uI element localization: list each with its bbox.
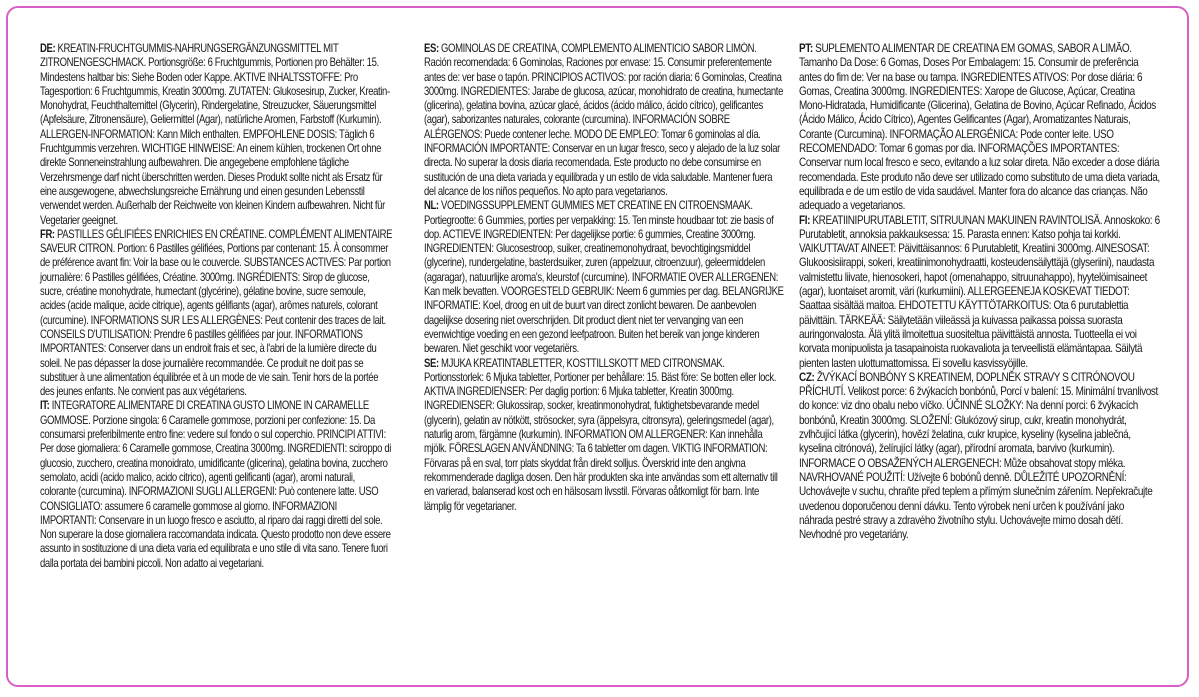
section-text: MJUKA KREATINTABLETTER, KOSTTILLSKOTT MED CITRONSMAK. Portionsstorlek: 6 Mjuka tabletter, Portioner per behållare: 15. Bäst före: Se botten eller lock. AKTIVA INGREDIENSER: Per daglig portion: 6 Mjuka tabletter, Kreatin 3000mg. INGREDIENSER: Glukossirap, socker, kreatinmonohydrat, fuktighetsbevarande medel (glycerin), gelatin av nötkött, strösocker, syra (äppelsyra, citronsyra), geleringsmedel (agar), naturlig arom, färgämne (kurkumin). INFORMATION OM ALLERGENER: Kan innehålla mjölk. FÖRESLAGEN ANVÄNDNING: Ta 6 tabletter om dagen. VIKTIG INFORMATION: Förvaras på en sval, torr plats skyddat från direkt solljus. Överskrid inte den angivna rekommenderade dagliga dosen. Den här produkten ska inte användas som ett alternativ till en varierad, balanserad kost och en hälsosam livsstil. Förvaras oåtkomligt för barn. Inte lämplig för vegetarianer. — [424, 356, 778, 513]
section-text: INTEGRATORE ALIMENTARE DI CREATINA GUSTO LIMONE IN CARAMELLE GOMMOSE. Porzione singola: 6 Caramelle gommose, porzioni per confezione: 15. Da consumarsi preferibilmente entro fine: vedere sul fondo o sul coperchio. PRINCIPI ATTIVI: Per dose giornaliera: 6 Caramelle gommose, Creatina 3000mg. INGREDIENTI: sciroppo di glucosio, zucchero, creatina monoidrato, umidificante (glicerina), gelatina bovina, zucchero semolato, acidi (acido malico, acido citrico), agenti gelificanti (agar), aromi naturali, colorante (curcumina). INFORMAZIONI SUGLI ALLERGENI: Può contenere latte. USO CONSIGLIATO: assumere 6 caramelle gommose al giorno. INFORMAZIONI IMPORTANTI: Conservare in un luogo fresco e asciutto, al riparo dai raggi diretti del sole. Non superare la dose giornaliera raccomandata indicata. Questo prodotto non deve essere assunto in sostituzione di una dieta varia ed equilibrata e uno stile di vita sano. Tenere fuori dalla portata dei bambini piccoli. Non adatto ai vegetariani. — [40, 399, 392, 570]
language-code: SE: — [424, 356, 439, 370]
section-fr — [40, 228, 393, 400]
column-middle — [424, 42, 785, 514]
section-it — [40, 399, 393, 571]
language-code: CZ: — [799, 370, 815, 384]
section-pt — [799, 42, 1160, 214]
section-text: VOEDINGSSUPPLEMENT GUMMIES MET CREATINE EN CITROENSMAAK. Portiegrootte: 6 Gummies, porties per verpakking: 15. Ten minste houdbaar tot: zie basis of dop. ACTIEVE INGREDIENTEN: Per dagelijkse portie: 6 gummies, Creatine 3000mg. INGREDIENTEN: Glucosestroop, suiker, creatinemonohydraat, bevochtigingsmiddel (glycerine), rundergelatine, basterdsuiker, zuren (appelzuur, citroenzuur), geleermiddelen (agaragar), natuurlijke aroma's, kleurstof (curcumine). INFORMATIE OVER ALLERGENEN: Kan melk bevatten. VOORGESTELD GEBRUIK: Neem 6 gummies per dag. BELANGRIJKE INFORMATIE: Koel, droog en uit de buurt van direct zonlicht bewaren. De aanbevolen dagelijkse dosering niet overschrijden. Dit product dient niet ter vervanging van een evenwichtige voeding en een gezond leefpatroon. Buiten het bereik van jonge kinderen bewaren. Niet geschikt voor vegetariërs. — [424, 199, 784, 356]
section-text: SUPLEMENTO ALIMENTAR DE CREATINA EM GOMAS, SABOR A LIMÃO. Tamanho Da Dose: 6 Gomas, Doses Por Embalagem: 15. Consumir de preferência antes do fim de: Ver na base ou tampa. INGREDIENTES ATIVOS: Por dose diária: 6 Gomas, Creatina 3000mg. INGREDIENTES: Xarope de Glucose, Açúcar, Creatina Mono-Hidratada, Humidificante (Glicerina), Gelatina de Bovino, Açúcar Refinado, Ácidos (Ácido Málico, Ácido Cítrico), Agentes Gelificantes (Agar), Aromatizantes Naturais, Corante (Curcumina). INFORMAÇÃO ALERGÉNICA: Pode conter leite. USO RECOMENDADO: Tomar 6 gomas por dia. INFORMAÇÕES IMPORTANTES: Conservar num local fresco e seco, evitando a luz solar direta. Não exceder a dose diária recomendada. Este produto não deve ser utilizado como substituto de uma dieta variada, equilibrada e de um estilo de vida saudável. Manter fora do alcance das crianças. Não adequado a vegetarianos. — [799, 42, 1160, 213]
section-de — [40, 42, 393, 228]
section-text: ŽVÝKACÍ BONBÓNY S KREATINEM, DOPLNĚK STRAVY S CITRÓNOVOU PŘÍCHUTÍ. Velikost porce: 6 žvýkacích bonbónů, Porcí v balení: 15. Minimální trvanlivost do konce: viz dno obalu nebo víčko. ÚČINNÉ SLOŽKY: Na denní porci: 6 žvýkacích bonbónů, Kreatin 3000mg. SLOŽENÍ: Glukózový sirup, cukr, kreatin monohydrát, zvlhčující látka (glycerin), hovězí želatina, cukr krupice, kyseliny (kyselina jablečná, kyselina citrónová), želírující látky (agar), přírodní aromata, barvivo (kurkumin). INFORMACE O OBSAŽENÝCH ALERGENECH: Může obsahovat stopy mléka. NAVRHOVANÉ POUŽITÍ: Užívejte 6 bobónů denně. DŮLEŽITÉ UPOZORNĚNÍ: Uchovávejte v suchu, chraňte před teplem a přímým slunečním zářením. Nepřekračujte uvedenou doporučenou denní dávku. Tento výrobek není určen k používání jako náhrada pestré stravy a zdravého životního stylu. Uchovávejte mimo dosah dětí. Nevhodné pro vegetariány. — [799, 370, 1158, 542]
section-fi — [799, 214, 1160, 371]
section-text: KREATIINIPURUTABLETIT, SITRUUNAN MAKUINEN RAVINTOLISÄ. Annoskoko: 6 Purutabletit, annoksia pakkauksessa: 15. Parasta ennen: Katso pohja tai korkki. VAIKUTTAVAT AINEET: Päivittäisannos: 6 Purutabletit, Kreatiini 3000mg. AINESOSAT: Glukoosisiirappi, sokeri, kreatiinimonohydraatti, kosteudensäilyttäjä (glyseriini), naudasta valmistettu liivate, hienosokeri, hapot (omenahappo, sitruunahappo), hyytelöimisaineet (agar), luontaiset aromit, väri (kurkumiini). ALLERGEENEJA KOSKEVAT TIEDOT: Saattaa sisältää maitoa. EHDOTETTU KÄYTTÖTARKOITUS: Ota 6 purutablettia päivittäin. TÄRKEÄÄ: Säilytetään viileässä ja kuivassa paikassa poissa suorasta auringonvalosta. Älä ylitä ilmoitettua suositeltua päivittäistä annosta. Tuotteella ei voi korvata monipuolista ja tasapainoista ruokavaliota ja terveellistä elämäntapaa. Säilytä pienten lasten ulottumattomissa. Ei sovellu kasvissyöjille. — [799, 213, 1160, 370]
section-cz — [799, 371, 1160, 543]
section-text: GOMINOLAS DE CREATINA, COMPLEMENTO ALIMENTICIO SABOR LIMÓN. Ración recomendada: 6 Gominolas, Raciones por envase: 15. Consumir preferentemente antes de: ver base o tapón. PRINCIPIOS ACTIVOS: por ración diaria: 6 Gominolas, Creatina 3000mg. INGREDIENTES: Jarabe de glucosa, azúcar, monohidrato de creatina, humectante (glicerina), gelatina bovina, azúcar glacé, ácidos (ácido málico, ácido cítrico), gelificantes (agar), saborizantes naturales, colorante (curcumina). INFORMACIÓN SOBRE ALÉRGENOS: Puede contener leche. MODO DE EMPLEO: Tomar 6 gominolas al día. INFORMACIÓN IMPORTANTE: Conservar en un lugar fresco, seco y alejado de la luz solar directa. No superar la dosis diaria recomendada. Este producto no debe consumirse en sustitución de una dieta variada y equilibrada y un estilo de vida saludable. Mantener fuera del alcance de los niños pequeños. No apto para vegetarianos. — [424, 42, 784, 198]
section-nl — [424, 199, 785, 356]
section-text: KREATIN-FRUCHTGUMMIS-NAHRUNGSERGÄNZUNGSMITTEL MIT ZITRONENGESCHMACK. Portionsgröße: 6 Fruchtgummis, Portionen pro Behälter: 15. Mindestens haltbar bis: Siehe Boden oder Kappe. AKTIVE INHALTSSTOFFE: Pro Tagesportion: 6 Fruchtgummis, Kreatin 3000mg. ZUTATEN: Glukosesirup, Zucker, Kreatin-Monohydrat, Feuchthaltemittel (Glycerin), Rindergelatine, Streuzucker, Säuerungsmittel (Apfelsäure, Zitronensäure), Geliermittel (Agar), natürliche Aromen, Farbstoff (Kurkumin). ALLERGEN-INFORMATION: Kann Milch enthalten. EMPFOHLENE DOSIS: Täglich 6 Fruchtgummis verzehren. WICHTIGE HINWEISE: An einem kühlen, trockenen Ort ohne direkte Sonneneinstrahlung aufbewahren. Die angegebene empfohlene tägliche Verzehrsmenge darf nicht überschritten werden. Dieses Produkt sollte nicht als Ersatz für eine ausgewogene, abwechslungsreiche Ernährung und einen gesunden Lebensstil verwendet werden. Außerhalb der Reichweite von kleinen Kindern aufbewahren. Nicht für Vegetarier geeignet. — [40, 42, 390, 227]
language-code: IT: — [40, 399, 50, 413]
language-code: ES: — [424, 42, 439, 55]
section-text: PASTILLES GÉLIFIÉES ENRICHIES EN CRÉATINE. COMPLÉMENT ALIMENTAIRE SAVEUR CITRON. Portion: 6 Pastilles gélifiées, Portions par contenant: 15. À consommer de préférence avant fin: Voir la base ou le couvercle. SUBSTANCES ACTIVES: Par portion journalière: 6 Pastilles gélifiées, Créatine. 3000mg. INGRÉDIENTS: Sirop de glucose, sucre, créatine monohydrate, humectant (glycérine), gélatine bovine, sucre semoule, acides (acide malique, acide citrique), agents gélifiants (agar), arômes naturels, colorant (curcumine). INFORMATIONS SUR LES ALLERGÈNES: Peut contenir des traces de lait. CONSEILS D'UTILISATION: Prendre 6 pastilles gélifiées par jour. INFORMATIONS IMPORTANTES: Conserver dans un endroit frais et sec, à l'abri de la lumière directe du soleil. Ne pas dépasser la dose journalière recommandée. Ce produit ne doit pas se substituer à une alimentation équilibrée et à un mode de vie sain. Tenir hors de la portée des jeunes enfants. Ne convient pas aux végétariens. — [40, 227, 393, 399]
language-code: PT: — [799, 42, 813, 55]
section-se — [424, 357, 785, 514]
column-left — [40, 42, 393, 571]
language-code: FI: — [799, 213, 811, 227]
section-es — [424, 42, 785, 199]
language-code: FR: — [40, 227, 55, 241]
language-code: NL: — [424, 199, 439, 213]
column-right — [799, 42, 1160, 542]
language-code: DE: — [40, 42, 56, 55]
